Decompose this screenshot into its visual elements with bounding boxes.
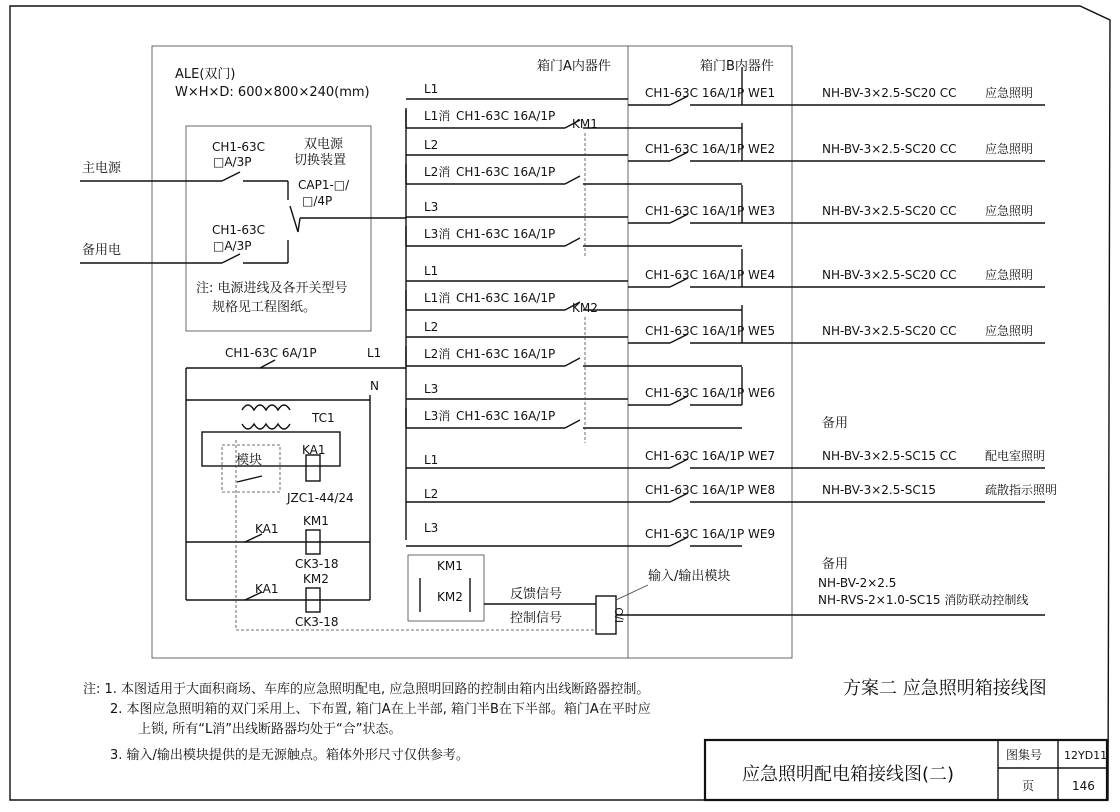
ka1-contact-label: KA1	[255, 522, 279, 536]
out-breaker: CH1-63C 16A/1P WE4	[645, 268, 776, 282]
ka1-coil	[306, 455, 320, 481]
out-breaker: CH1-63C 16A/1P WE3	[645, 204, 776, 218]
phase-label: L1	[424, 82, 439, 96]
out-cable: NH-BV-3×2.5-SC15 CC	[822, 449, 957, 463]
xiao-contact	[565, 358, 580, 366]
out-breaker: CH1-63C 16A/1P WE6	[645, 386, 776, 400]
door-b-circuits	[406, 67, 1057, 572]
xiao-label: L3消	[424, 227, 451, 241]
main-power-label: 主电源	[82, 161, 122, 176]
out-breaker: CH1-63C 16A/1P WE8	[645, 483, 776, 497]
phase-label: L2	[424, 320, 439, 334]
km1-model: CK3-18	[295, 557, 339, 571]
xiao-breaker: CH1-63C 16A/1P	[456, 109, 556, 123]
phase-label: L2	[424, 138, 439, 152]
out-breaker: CH1-63C 16A/1P WE5	[645, 324, 776, 338]
ats-title2: 切换装置	[294, 153, 347, 168]
module-label: 模块	[236, 453, 263, 468]
ats-switch-blade	[290, 206, 298, 232]
km1-label: KM1	[572, 117, 598, 131]
xiao-breaker: CH1-63C 16A/1P	[456, 227, 556, 241]
backup-breaker-blade	[222, 254, 240, 263]
xiao-label: L1消	[424, 291, 451, 305]
ats-model1: CAP1-□/	[298, 178, 350, 192]
out-cable: NH-BV-3×2.5-SC20 CC	[822, 268, 957, 282]
km1-coil-label: KM1	[303, 514, 329, 528]
tc1-primary	[242, 405, 290, 410]
io-box-label: I/O	[613, 607, 626, 623]
out-use: 配电室照明	[985, 449, 1046, 463]
out-use: 疏散指示照明	[985, 483, 1058, 497]
main-breaker-blade	[222, 172, 240, 181]
box-size: W×H×D: 600×800×240(mm)	[175, 85, 370, 100]
door-a-circuits	[406, 82, 742, 428]
xiao-label: L1消	[424, 109, 451, 123]
aux-km2: KM2	[437, 590, 463, 604]
ats-title: 双电源	[304, 137, 344, 152]
ka1-label: KA1	[302, 443, 326, 457]
tc1-label: TC1	[312, 411, 335, 425]
note-3: 3. 输入/输出模块提供的是无源触点。箱体外形尺寸仅供参考。	[110, 748, 469, 763]
note-2b: 上锁, 所有“L消”出线断路器均处于“合”状态。	[138, 722, 402, 737]
backup-breaker-type: CH1-63C	[212, 223, 266, 237]
out-cable: NH-BV-3×2.5-SC20 CC	[822, 204, 957, 218]
main-breaker-rating: □A/3P	[213, 155, 252, 169]
phase-label: L3	[424, 382, 439, 396]
out-cable: NH-BV-3×2.5-SC20 CC	[822, 86, 957, 100]
note-2: 2. 本图应急照明箱的双门采用上、下布置, 箱门A在上半部, 箱门半B在下半部。箱门A在平时应	[110, 702, 651, 717]
xiao-breaker: CH1-63C 16A/1P	[456, 409, 556, 423]
lower-phase-1: L1	[424, 453, 439, 467]
out-breaker: CH1-63C 16A/1P WE9	[645, 527, 776, 541]
ctrl-l1: L1	[367, 346, 382, 360]
ats-note-line1: 注: 电源进线及各开关型号	[196, 281, 348, 296]
ctrl-cable2: NH-RVS-2×1.0-SC15 消防联动控制线	[818, 593, 1029, 607]
lower-phase-3: L3	[424, 521, 439, 535]
ka1-contact-label-2: KA1	[255, 582, 279, 596]
km2-label: KM2	[572, 301, 598, 315]
out-breaker: CH1-63C 16A/1P WE2	[645, 142, 776, 156]
out-use: 应急照明	[985, 324, 1034, 338]
xiao-label: L2消	[424, 165, 451, 179]
ctrl-cable1: NH-BV-2×2.5	[818, 576, 897, 590]
out-breaker: CH1-63C 16A/1P WE1	[645, 86, 776, 100]
km2-model: CK3-18	[295, 615, 339, 629]
ctrl-breaker: CH1-63C 6A/1P	[225, 346, 317, 360]
aux-km1: KM1	[437, 559, 463, 573]
ctrl-breaker-blade	[260, 360, 275, 368]
main-breaker-type: CH1-63C	[212, 140, 266, 154]
km2-coil-label: KM2	[303, 572, 329, 586]
backup-power-label: 备用电	[82, 243, 122, 258]
note-1: 注: 1. 本图适用于大面积商场、车库的应急照明配电, 应急照明回路的控制由箱内出线断路器控制。	[83, 682, 650, 697]
out-use: 应急照明	[985, 268, 1034, 282]
out-use: 应急照明	[985, 142, 1034, 156]
control-signal: 控制信号	[510, 611, 563, 626]
feedback-signal: 反馈信号	[510, 587, 563, 602]
xiao-breaker: CH1-63C 16A/1P	[456, 165, 556, 179]
xiao-breaker: CH1-63C 16A/1P	[456, 291, 556, 305]
header-door-a: 箱门A内器件	[537, 59, 611, 74]
backup-breaker-rating: □A/3P	[213, 239, 252, 253]
out-spare: 备用	[822, 416, 849, 431]
phase-label: L1	[424, 264, 439, 278]
scheme-title: 方案二 应急照明箱接线图	[843, 678, 1047, 699]
xiao-label: L2消	[424, 347, 451, 361]
xiao-contact	[565, 238, 580, 246]
drawing-title: 应急照明配电箱接线图(二)	[742, 764, 955, 785]
page-value: 146	[1072, 779, 1095, 793]
out-cable: NH-BV-3×2.5-SC20 CC	[822, 324, 957, 338]
xiao-contact	[565, 420, 580, 428]
phase-label: L3	[424, 200, 439, 214]
out-cable: NH-BV-3×2.5-SC20 CC	[822, 142, 957, 156]
page-label: 页	[1022, 779, 1035, 793]
io-module-label: 输入/输出模块	[648, 569, 731, 584]
box-model: ALE(双门)	[175, 67, 236, 82]
out-use: 应急照明	[985, 86, 1034, 100]
xiao-label: L3消	[424, 409, 451, 423]
ka1-model: JZC1-44/24	[287, 491, 354, 505]
out-use: 应急照明	[985, 204, 1034, 218]
out-cable: NH-BV-3×2.5-SC15	[822, 483, 936, 497]
atlas-value: 12YD11	[1064, 749, 1108, 762]
atlas-label: 图集号	[1006, 748, 1043, 762]
tc1-secondary	[242, 424, 290, 429]
xiao-breaker: CH1-63C 16A/1P	[456, 347, 556, 361]
ats-note-line2: 规格见工程图纸。	[212, 300, 317, 315]
ats-model2: □/4P	[302, 194, 333, 208]
out-spare: 备用	[822, 557, 849, 572]
header-door-b: 箱门B内器件	[700, 59, 774, 74]
out-breaker: CH1-63C 16A/1P WE7	[645, 449, 776, 463]
lower-phase-2: L2	[424, 487, 439, 501]
ctrl-n: N	[370, 379, 379, 393]
xiao-contact	[565, 176, 580, 184]
